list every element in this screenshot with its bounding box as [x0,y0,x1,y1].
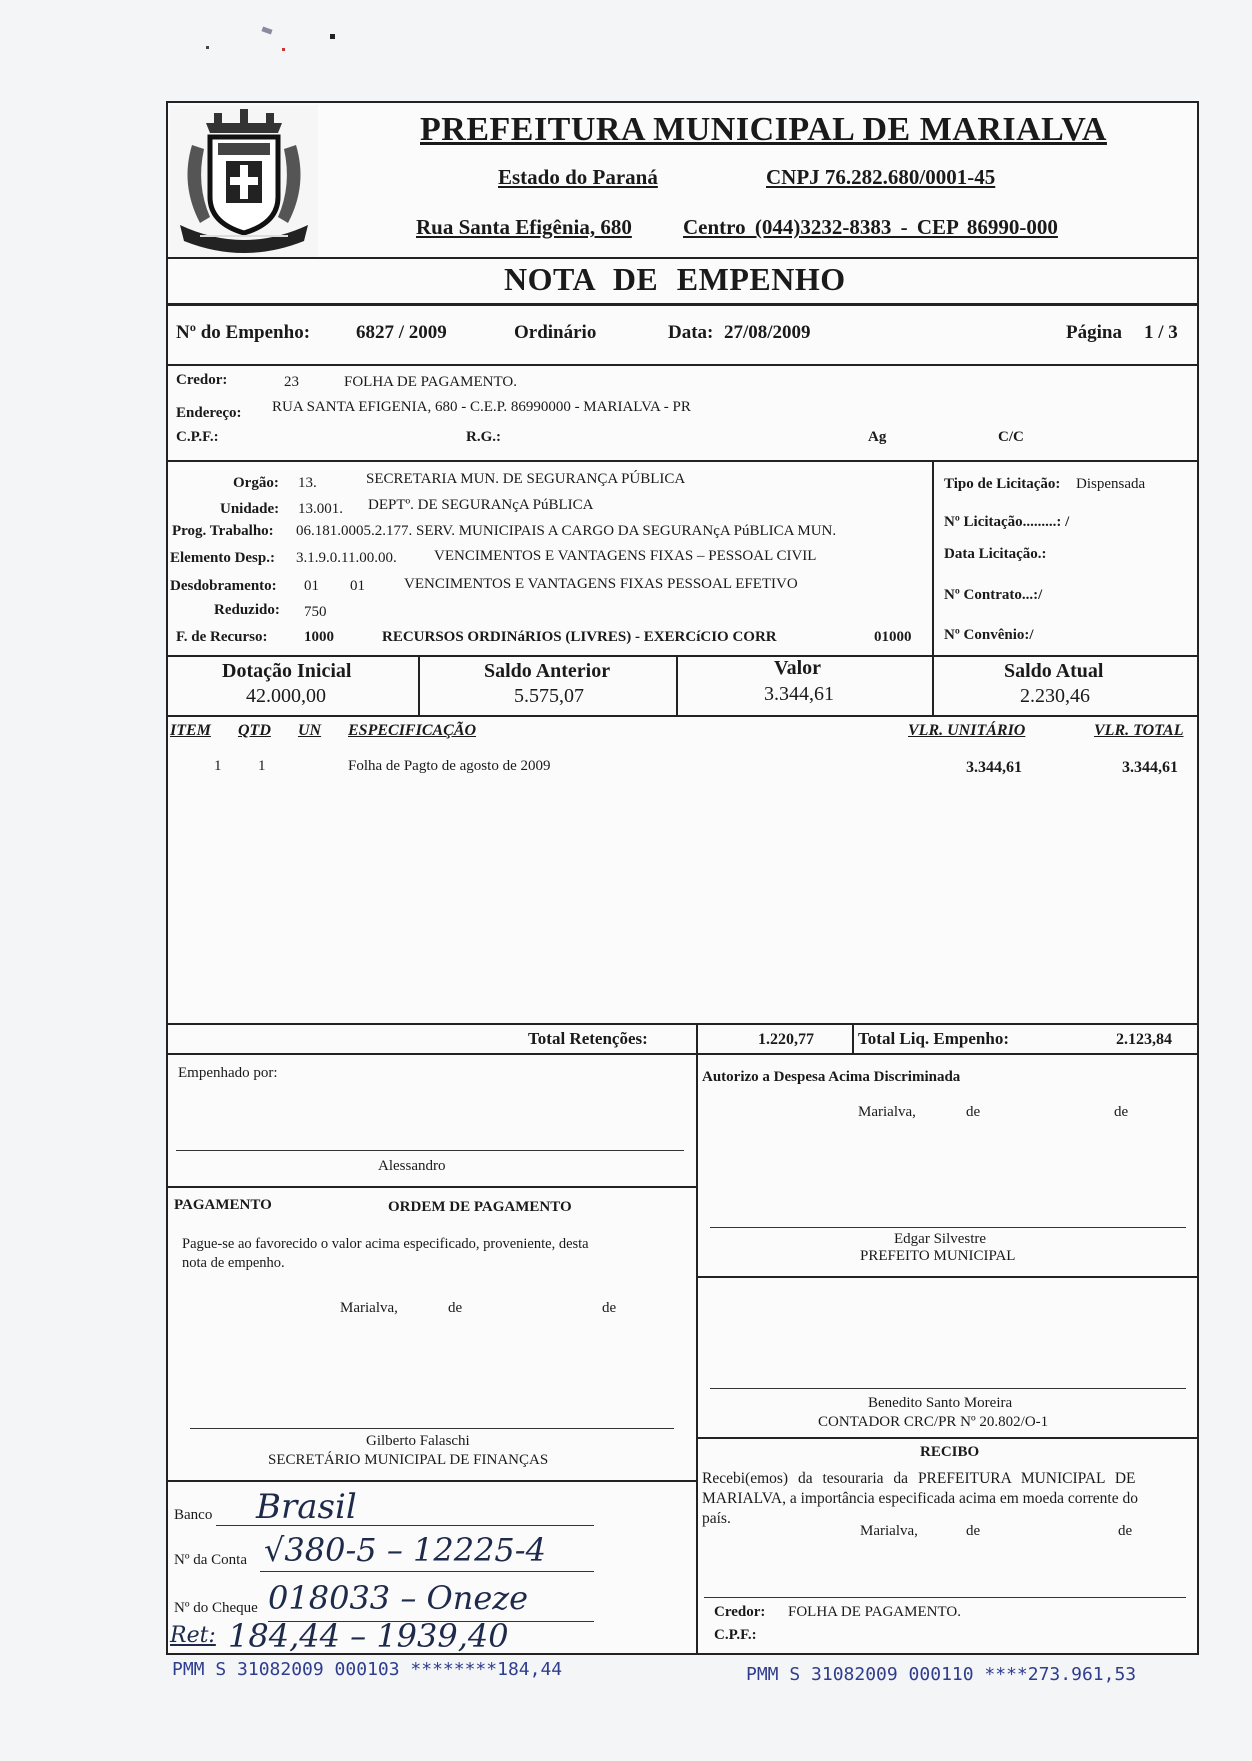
empenho-date: 27/08/2009 [724,322,811,343]
bank-stamp-right: PMM S 31082009 000110 ****273.961,53 [746,1664,1137,1685]
autorizo-de-2: de [1114,1104,1129,1120]
conta-label: Nº da Conta [174,1552,247,1568]
empenhado-label: Empenhado por: [178,1065,278,1081]
valores-prefix-handwritten: Ret: [170,1623,216,1648]
row-spec: Folha de Pagto de agosto de 2009 [348,758,551,774]
col-spec-header: ESPECIFICAÇÃO [348,722,477,739]
elemento-name: VENCIMENTOS E VANTAGENS FIXAS – PESSOAL CIVIL [434,548,817,564]
recibo-line-3: país. [702,1510,731,1527]
cc-label: C/C [998,429,1024,445]
scan-speck [282,48,285,51]
scan-speck [261,26,272,34]
elemento-code: 3.1.9.0.11.00.00. [296,550,397,566]
elemento-label: Elemento Desp.: [170,550,275,566]
secretario-title: SECRETÁRIO MUNICIPAL DE FINANÇAS [268,1452,549,1468]
col-un-header: UN [298,722,322,739]
empenho-number: 6827 / 2009 [356,322,447,343]
recibo-de-2: de [1118,1523,1133,1539]
liquido-label: Total Liq. Empenho: [858,1029,1009,1048]
tipo-licitacao-value: Dispensada [1076,476,1146,492]
autorizo-label: Autorizo a Despesa Acima Discriminada [702,1069,961,1085]
contador-title: CONTADOR CRC/PR Nº 20.802/O-1 [818,1414,1049,1430]
row-unit-value: 3.344,61 [966,759,1022,776]
empenho-number-label: Nº do Empenho: [176,322,311,343]
banco-label: Banco [174,1507,213,1523]
document-title: NOTA DE EMPENHO [504,261,846,297]
row-total-value: 3.344,61 [1122,759,1178,776]
recibo-signature-line [704,1597,1186,1598]
recurso-code: 1000 [304,629,334,645]
pagamento-de-1: de [448,1300,463,1316]
row-item: 1 [214,758,222,774]
secretario-signature-line [190,1428,674,1429]
numero-licitacao: Nº Licitação.........: / [944,514,1070,530]
header-cnpj: CNPJ 76.282.680/0001-45 [766,165,996,189]
recibo-title: RECIBO [920,1444,980,1460]
recibo-credor-name: FOLHA DE PAGAMENTO. [788,1604,961,1620]
empenhado-name: Alessandro [378,1158,446,1174]
saldo-anterior-value: 5.575,07 [514,685,584,707]
header-title: PREFEITURA MUNICIPAL DE MARIALVA [420,111,1107,148]
conta-field-line [260,1571,594,1572]
unidade-name: DEPTº. DE SEGURANçA PúBLICA [368,497,594,513]
credor-address: RUA SANTA EFIGENIA, 680 - C.E.P. 86990000 - MARIALVA - PR [272,399,691,415]
address-label: Endereço: [176,405,242,421]
reduzido-label: Reduzido: [214,602,280,618]
rg-label: R.G.: [466,429,501,445]
banco-handwritten: Brasil [256,1487,357,1527]
pagamento-de-2: de [602,1300,617,1316]
coat-of-arms-logo [170,105,318,257]
header-address: Rua Santa Efigênia, 680 [416,215,632,239]
col-unit-header: VLR. UNITÁRIO [908,722,1026,739]
prefeito-name: Edgar Silvestre [894,1231,987,1247]
dotacao-label: Dotação Inicial [222,660,352,682]
header-contact: Centro (044)3232-8383 - CEP 86990-000 [683,215,1058,239]
prog-label: Prog. Trabalho: [172,523,274,539]
empenho-date-label: Data: [668,322,714,343]
recibo-credor-label: Credor: [714,1604,766,1620]
recibo-line-2: MARIALVA, a importância especificada acima em moeda corrente do [702,1490,1138,1507]
row-qtd: 1 [258,758,266,774]
saldo-anterior-label: Saldo Anterior [484,660,611,682]
orgao-code: 13. [298,475,317,491]
secretario-name: Gilberto Falaschi [366,1433,470,1449]
credor-code: 23 [284,374,299,390]
autorizo-city: Marialva, [858,1104,916,1120]
nota-de-empenho-form [166,101,1199,1655]
empenho-type: Ordinário [514,322,597,343]
desdobramento-a: 01 [304,578,319,594]
desdobramento-label: Desdobramento: [170,578,277,594]
numero-contrato: Nº Contrato...:/ [944,587,1043,603]
pagamento-city: Marialva, [340,1300,398,1316]
scan-speck [330,34,335,39]
valores-handwritten: 184,44 – 1939,40 [228,1617,509,1655]
empenhado-signature-line [176,1150,684,1151]
col-total-header: VLR. TOTAL [1094,722,1184,739]
recurso-name: RECURSOS ORDINáRIOS (LIVRES) - EXERCíCIO CORR [382,629,777,645]
pagamento-label: PAGAMENTO [174,1197,272,1213]
col-item-header: ITEM [170,722,211,739]
cheque-label: Nº do Cheque [174,1600,258,1616]
recurso-suffix: 01000 [874,629,912,645]
orgao-label: Orgão: [233,475,279,491]
autorizo-de-1: de [966,1104,981,1120]
recibo-de-1: de [966,1523,981,1539]
page-label: Página [1066,322,1122,343]
numero-convenio: Nº Convênio:/ [944,627,1034,643]
cheque-handwritten: 018033 – Oneze [268,1579,529,1617]
contador-signature-line [710,1388,1186,1389]
recibo-line-1: Recebi(emos) da tesouraria da PREFEITURA MUNICIPAL DE [702,1470,1136,1487]
cpf-label: C.P.F.: [176,429,219,445]
contador-name: Benedito Santo Moreira [868,1395,1013,1411]
dotacao-value: 42.000,00 [246,685,326,707]
recurso-label: F. de Recurso: [176,629,268,645]
page-number: 1 / 3 [1144,322,1178,343]
recibo-cpf-label: C.P.F.: [714,1627,757,1643]
desdobramento-b: 01 [350,578,365,594]
unidade-label: Unidade: [220,501,280,517]
credor-name: FOLHA DE PAGAMENTO. [344,374,517,390]
col-qtd-header: QTD [238,722,271,739]
saldo-atual-value: 2.230,46 [1020,685,1090,707]
credor-label: Credor: [176,372,228,388]
ag-label: Ag [868,429,887,445]
saldo-atual-label: Saldo Atual [1004,660,1104,682]
ordem-pagamento-label: ORDEM DE PAGAMENTO [388,1199,572,1215]
valor-value: 3.344,61 [764,683,834,705]
retencoes-value: 1.220,77 [758,1031,814,1048]
conta-handwritten: √380-5 – 12225-4 [264,1531,546,1569]
pagamento-text-1: Pague-se ao favorecido o valor acima especificado, proveniente, desta [182,1236,589,1252]
bank-stamp-left: PMM S 31082009 000103 ********184,44 [172,1659,563,1680]
header-state: Estado do Paraná [498,165,658,189]
desdobramento-name: VENCIMENTOS E VANTAGENS FIXAS PESSOAL EFETIVO [404,576,798,592]
prefeito-title: PREFEITO MUNICIPAL [860,1248,1016,1264]
prog-value: 06.181.0005.2.177. SERV. MUNICIPAIS A CARGO DA SEGURANçA PúBLICA MUN. [296,523,837,539]
orgao-name: SECRETARIA MUN. DE SEGURANÇA PÚBLICA [366,471,686,487]
pagamento-text-2: nota de empenho. [182,1255,285,1271]
valor-label: Valor [774,657,822,679]
scan-speck [206,46,209,49]
tipo-licitacao-label: Tipo de Licitação: [944,476,1061,492]
unidade-code: 13.001. [298,501,343,517]
data-licitacao: Data Licitação.: [944,546,1047,562]
reduzido-value: 750 [304,604,327,620]
retencoes-label: Total Retenções: [528,1029,648,1048]
liquido-value: 2.123,84 [1116,1031,1172,1048]
prefeito-signature-line [710,1227,1186,1228]
recibo-city: Marialva, [860,1523,918,1539]
